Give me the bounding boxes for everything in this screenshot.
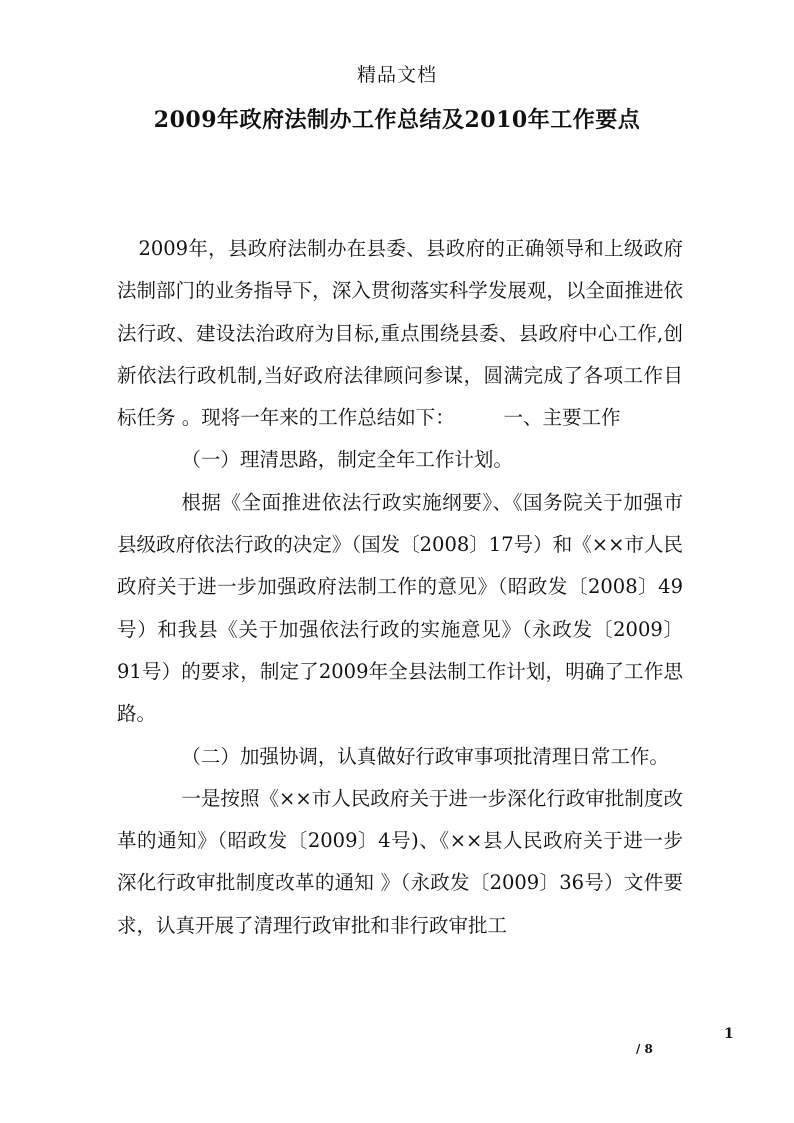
paragraph-section-2-heading: （二）加强协调，认真做好行政审事项批清理日常工作。 (181, 744, 669, 768)
document-header: 精品文档 (356, 64, 437, 86)
page-number: 1 (724, 1026, 734, 1042)
paragraph-section-1-heading: （一）理清思路，制定全年工作计划。 (181, 448, 513, 472)
paragraph-intro: 2009年，县政府法制办在县委、县政府的正确领导和上级政府法制部门的业务指导下，深入贯彻落实科学发展观，以全面推进依法行政、建设法治政府为目标,重点围绕县委、县政府中心工作,创新依法行政机制,当好政府法律顾问参谋，圆满完成了各项工作目标任务 。现将一年来的工作总结如下： 一、主要工作 (117, 237, 683, 430)
paragraph-section-2-body: 一是按照《××市人民政府关于进一步深化行政审批制度改革的通知》（昭政发〔2009〕4号)、《××县人民政府关于进一步深化行政审批制度改革的通知 》（永政发〔2009〕36号）文件要求，认真开展了清理行政审批和非行政审批工 (117, 786, 683, 937)
paragraph-section-1-body: 根据《全面推进依法行政实施纲要》、《国务院关于加强市县级政府依法行政的决定》（国发〔2008〕17号）和《××市人民政府关于进一步加强政府法制工作的意见》（昭政发〔2008〕49号）和我县《关于加强依法行政的实施意见》（永政发〔2009〕91号）的要求，制定了2009年全县法制工作计划，明确了工作思路。 (117, 490, 683, 726)
document-title: 2009年政府法制办工作总结及2010年工作要点 (153, 107, 641, 133)
page-total: / 8 (636, 1042, 653, 1056)
document-body (117, 228, 683, 947)
